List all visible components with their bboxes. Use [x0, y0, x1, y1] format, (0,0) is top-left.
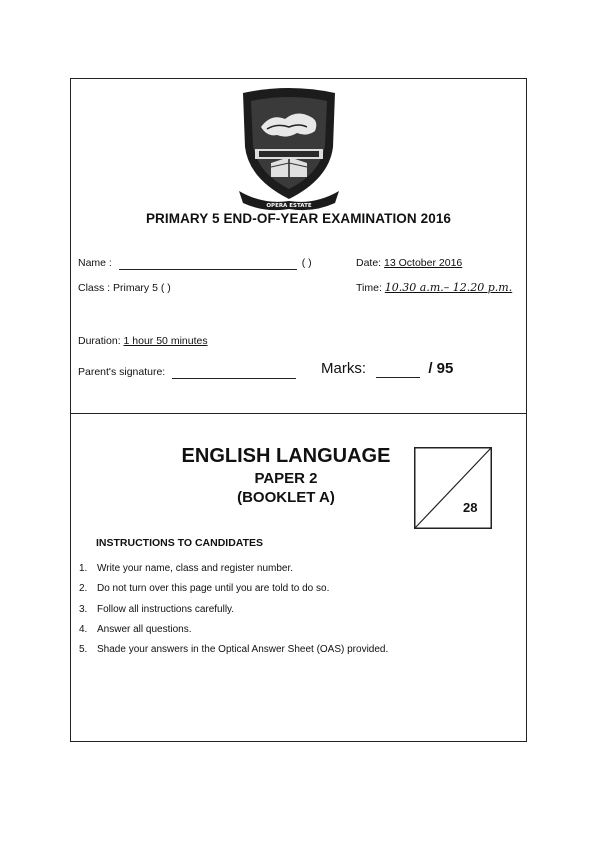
class-field[interactable]: Class : Primary 5 ( )	[78, 282, 171, 294]
school-crest-icon	[237, 87, 341, 213]
marks-label: Marks:	[321, 360, 366, 377]
instruction-item: 2. Do not turn over this page until you are told to do so.	[79, 583, 330, 595]
score-value: 28	[463, 500, 478, 515]
paper-number: PAPER 2	[254, 470, 318, 487]
name-field[interactable]	[119, 257, 297, 270]
duration-row	[78, 335, 208, 347]
name-row	[78, 257, 312, 270]
score-box	[414, 447, 492, 529]
parent-signature-row	[78, 366, 296, 379]
date-label: Date:	[356, 257, 382, 269]
duration-value: 1 hour 50 minutes	[123, 335, 208, 347]
name-label: Name :	[78, 257, 112, 269]
time-row	[356, 281, 512, 294]
instructions-heading: INSTRUCTIONS TO CANDIDATES	[96, 537, 264, 549]
duration-label: Duration:	[78, 335, 121, 347]
date-value: 13 October 2016	[384, 257, 463, 269]
time-label: Time:	[356, 282, 382, 294]
date-row	[356, 257, 462, 269]
parent-signature-field[interactable]	[172, 366, 296, 379]
instructions-list	[79, 563, 388, 664]
instruction-item: 1. Write your name, class and register number.	[79, 563, 294, 574]
marks-row	[321, 360, 453, 378]
subject-title: ENGLISH LANGUAGE	[181, 445, 391, 467]
cover-page-frame	[70, 78, 527, 742]
booklet-label: (BOOKLET A)	[237, 489, 335, 506]
register-number-field[interactable]: ( )	[301, 257, 312, 269]
instruction-item: 3. Follow all instructions carefully.	[79, 603, 235, 615]
marks-total: / 95	[428, 360, 454, 377]
marks-field[interactable]	[376, 360, 420, 378]
section-divider	[71, 413, 526, 414]
crest-banner-text: OPERA ESTATE	[266, 203, 312, 209]
instruction-item: 4. Answer all questions.	[79, 623, 192, 635]
parent-signature-label: Parent's signature:	[78, 366, 166, 378]
instruction-item: 5. Shade your answers in the Optical Answer Sheet (OAS) provided.	[79, 644, 389, 656]
time-value: 10.30 a.m.– 12.20 p.m.	[384, 281, 513, 294]
exam-title: PRIMARY 5 END-OF-YEAR EXAMINATION 2016	[145, 211, 452, 226]
